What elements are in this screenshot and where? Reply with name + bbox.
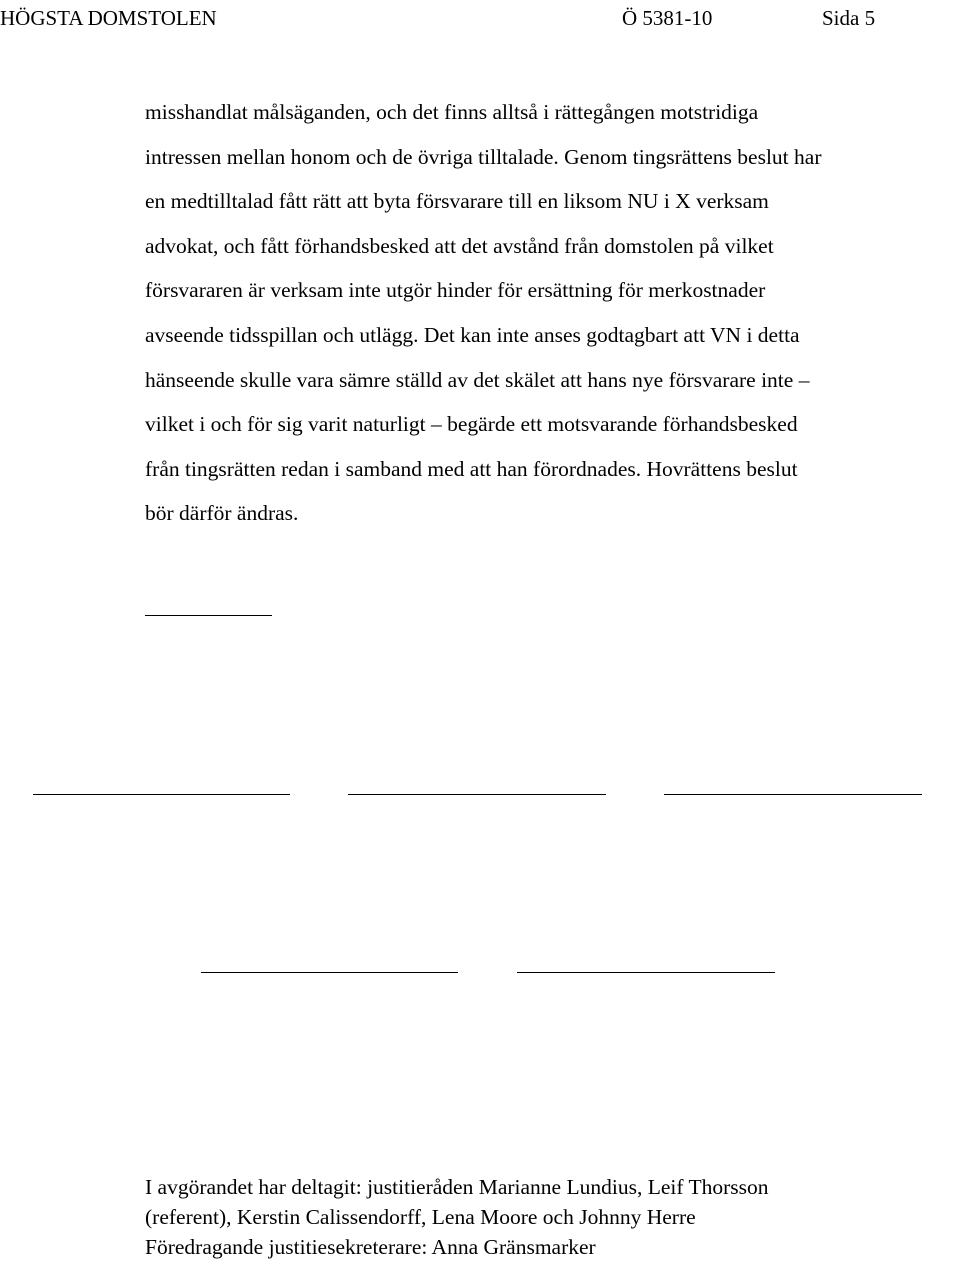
footer-line: Föredragande justitiesekreterare: Anna Gränsmarker xyxy=(145,1235,596,1259)
text-line: intressen mellan honom och de övriga tilltalade. Genom tingsrättens beslut har xyxy=(145,144,822,169)
text-line: hänseende skulle vara sämre ställd av det skälet att hans nye försvarare inte – xyxy=(145,367,810,392)
signature-line-1 xyxy=(33,794,290,795)
text-line: från tingsrätten redan i samband med att han förordnades. Hovrättens beslut xyxy=(145,456,798,481)
signature-line-5 xyxy=(517,972,775,973)
page-header xyxy=(0,4,960,32)
page-number: Sida 5 xyxy=(822,6,876,30)
participants-note xyxy=(145,1172,945,1262)
text-line: advokat, och fått förhandsbesked att det avstånd från domstolen på vilket xyxy=(145,233,774,258)
court-name: HÖGSTA DOMSTOLEN xyxy=(0,6,217,30)
text-line: misshandlat målsäganden, och det finns alltså i rättegången motstridiga xyxy=(145,100,759,124)
text-line: avseende tidsspillan och utlägg. Det kan inte anses godtagbart att VN i detta xyxy=(145,322,800,347)
text-line: försvararen är verksam inte utgör hinder för ersättning för merkostnader xyxy=(145,278,766,303)
text-line: vilket i och för sig varit naturligt – begärde ett motsvarande förhandsbesked xyxy=(145,412,798,437)
text-line: en medtilltalad fått rätt att byta försvarare till en liksom NU i X verksam xyxy=(145,189,769,214)
decision-text xyxy=(145,90,945,536)
signature-line-3 xyxy=(664,794,922,795)
footer-line: (referent), Kerstin Calissendorff, Lena Moore och Johnny Herre xyxy=(145,1205,696,1229)
signature-line-2 xyxy=(348,794,606,795)
footer-line: I avgörandet har deltagit: justitieråden Marianne Lundius, Leif Thorsson xyxy=(145,1175,769,1199)
case-number: Ö 5381-10 xyxy=(622,6,713,30)
signature-line-4 xyxy=(201,972,458,973)
text-line: bör därför ändras. xyxy=(145,501,299,526)
separator-rule xyxy=(145,615,272,616)
